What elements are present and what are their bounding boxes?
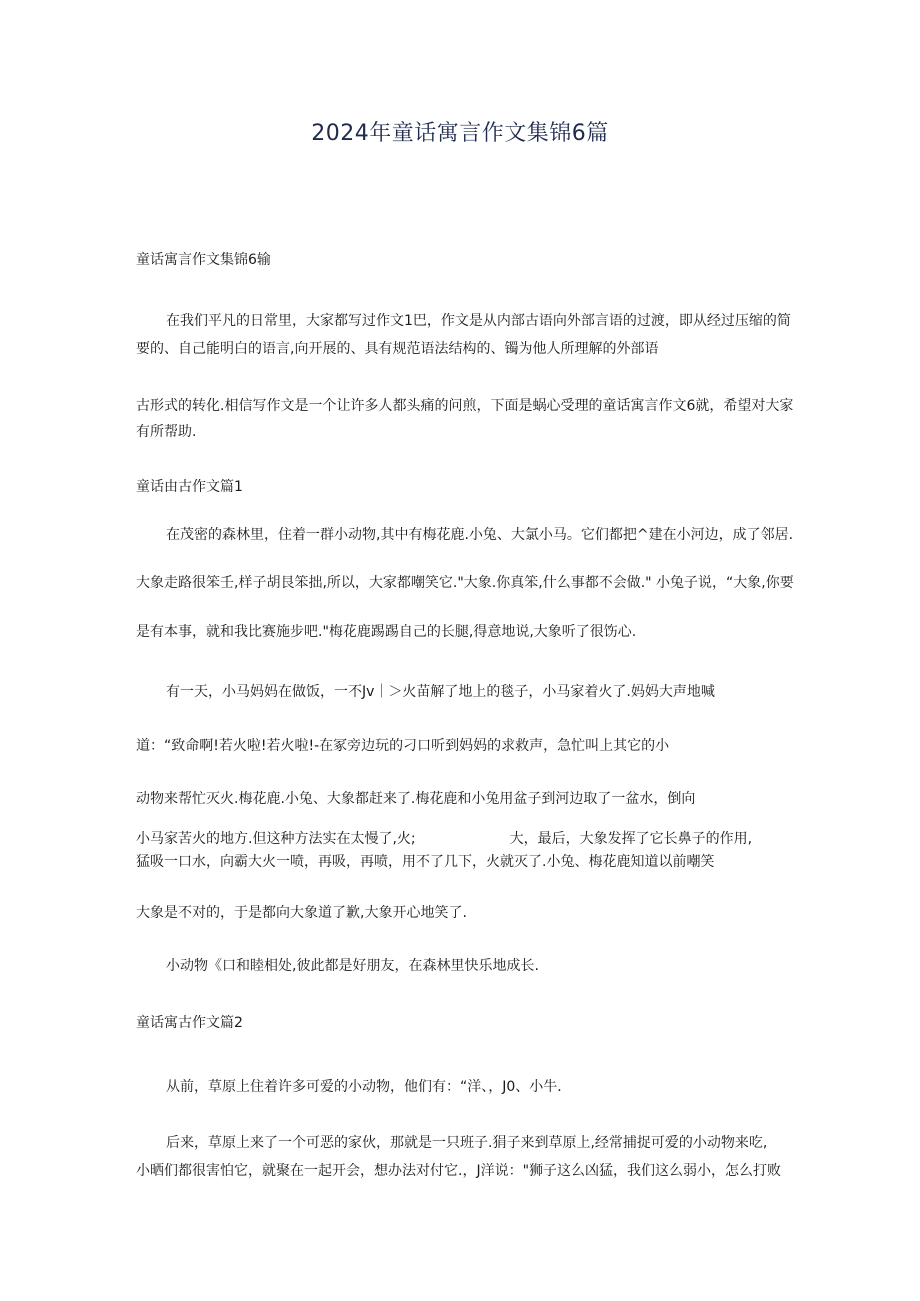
- section1-para2-line-3: 动物来帮忙灭火.梅花鹿.小兔、大象都赶来了.梅花鹿和小兔用盆子到河边取了一盆水，倒向: [136, 791, 696, 807]
- section2-para1-line-1: 从前，草原上住着许多可爱的小动物，他们有：“洋、，J0、小牛.: [166, 1079, 562, 1095]
- section1-para2-line-4-part-a: 小马家苦火的地方.但这种方法实在太慢了,火;: [136, 831, 416, 847]
- section1-para3-line-1: 小动物《口和睦相处,彼此都是好朋友，在森林里快乐地成长.: [166, 958, 539, 974]
- section1-para2-line-2: 道：“致命啊!若火啦!若火啦!-在冢旁边玩的刁口听到妈妈的求救声，急忙叫上其它的小: [136, 738, 670, 754]
- document-title: 2024年童话寓言作文集锦6篇: [311, 121, 609, 146]
- section1-para2-line-5: 猛吸一口水，向霸大火一喷，再吸，再喷，用不了几下，火就灭了.小兔、梅花鹿知道以前嘲笑: [136, 854, 715, 870]
- section1-para2-line-4-part-b: 大，最后，大象发挥了它长鼻子的作用,: [509, 831, 753, 847]
- intro-line-3: 古形式的转化.相信写作文是一个让许多人都头痛的问煎，下面是蜗心受理的童话寓言作文6就，希望对大家: [136, 398, 794, 414]
- document-subtitle: 童话寓言作文集锦6输: [136, 252, 271, 268]
- intro-line-1: 在我们平凡的日常里，大家都写过作文1巴，作文是从内部古语向外部言语的过渡，即从经过压缩的简: [166, 313, 791, 329]
- section2-para2-line-2: 小晒们都很害怕它，就聚在一起开会，想办法对付它.，J洋说："狮子这么凶猛，我们这么弱小，怎么打败: [136, 1163, 782, 1179]
- section2-para2-line-1: 后来，草原上来了一个可恶的家伙，那就是一只班子.狷子来到草原上,经常捕捉可爱的小动物来吃,: [166, 1135, 768, 1151]
- section1-para1-line-2: 大象走路很笨壬,样子胡艮笨拙,所以，大家都嘲笑它."大象.你真笨,什么事都不会做." 小兔子说，“大象,你要: [136, 575, 794, 591]
- section1-para2-line-1: 有一天，小马妈妈在做饭，一不Jv｜＞火苗解了地上的毯子，小马家着火了.妈妈大声地喊: [166, 684, 715, 700]
- section1-para2-line-6: 大象是不对的，于是都向大象道了歉,大象开心地笑了.: [136, 905, 467, 921]
- section1-heading: 童话由古作文篇1: [136, 479, 243, 495]
- section1-para1-line-1: 在茂密的森林里，住着一群小动物,其中有梅花鹿.小兔、大氯小马。它们都把^建在小河边，成了邻居.: [166, 527, 794, 543]
- intro-line-4: 有所帮助.: [136, 424, 197, 440]
- intro-line-2: 要的、自己能明白的语言,向开展的、具有规范语法结构的、镯为他人所理解的外部语: [136, 341, 659, 357]
- section1-para2-line-4: [136, 829, 752, 849]
- section2-heading: 童话寓古作文篇2: [136, 1015, 243, 1031]
- section1-para1-line-3: 是有本事，就和我比赛施步吧."梅花鹿踢踢自己的长腿,得意地说,大象听了很饬心.: [136, 624, 637, 640]
